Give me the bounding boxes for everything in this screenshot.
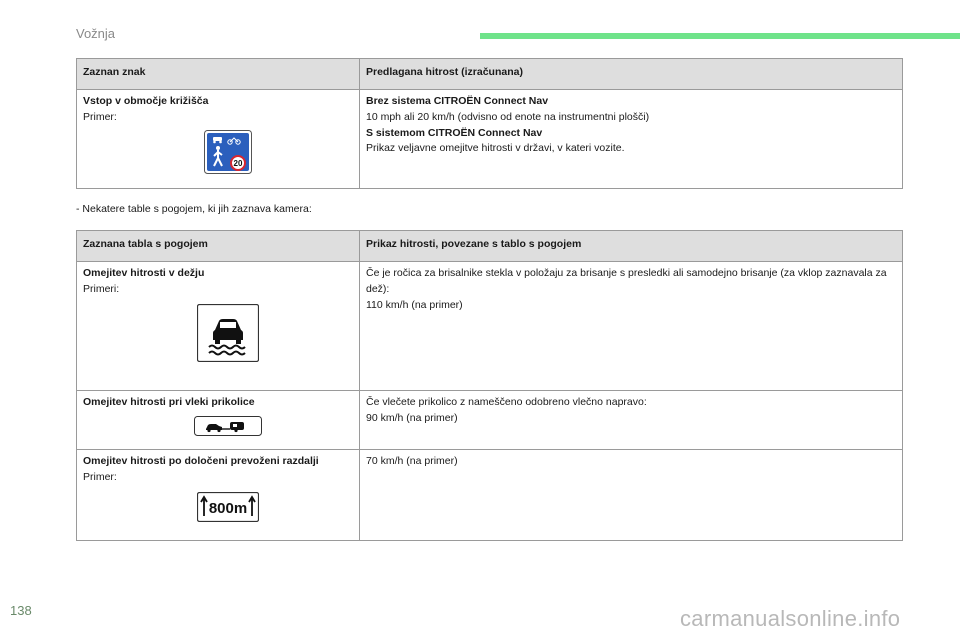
speed-cell xyxy=(360,391,903,450)
column-header: Zaznana tabla s pogojem xyxy=(77,231,360,262)
example-label: Primer: xyxy=(83,110,117,123)
sign-title: Omejitev hitrosti pri vleki prikolice xyxy=(83,396,255,408)
sign-title: Omejitev hitrosti v dežju xyxy=(83,267,205,279)
column-header: Prikaz hitrosti, povezane s tablo s pogojem xyxy=(360,231,903,262)
intersection-zone-sign xyxy=(83,130,353,174)
section-accent-bar xyxy=(480,33,960,39)
speed-limit-value: 20 xyxy=(233,158,243,168)
table-row xyxy=(77,90,903,189)
table-header-row xyxy=(77,59,903,90)
rain-road-icon xyxy=(197,304,259,362)
condition-title: S sistemom CITROËN Connect Nav xyxy=(366,126,543,139)
condition-text: Če je ročica za brisalnike stekla v položaju za brisanje s presledki ali samodejno brisanje (za vklop zaznavala za dež): xyxy=(366,267,887,295)
page-number: 138 xyxy=(10,603,32,618)
condition-text: Če vlečete prikolico z nameščeno odobreno vlečno napravo: xyxy=(366,396,647,408)
speed-value: 70 km/h (na primer) xyxy=(366,455,458,467)
condition-text: 10 mph ali 20 km/h (odvisno od enote na instrumentni plošči) xyxy=(366,110,650,123)
example-label: Primer: xyxy=(83,470,117,483)
speed-value: 90 km/h (na primer) xyxy=(366,411,458,424)
condition-sign-table xyxy=(76,230,903,541)
distance-arrows-icon xyxy=(197,492,259,522)
watermark: carmanualsonline.info xyxy=(680,606,901,631)
bullet-text: - Nekatere table s pogojem, ki jih zaznava kamera: xyxy=(76,203,312,215)
trailer-sign xyxy=(83,416,353,436)
sign-table xyxy=(76,58,903,189)
condition-text: Prikaz veljavne omejitve hitrosti v državi, v kateri vozite. xyxy=(366,142,625,155)
table-row xyxy=(77,450,903,541)
speed-value: 110 km/h (na primer) xyxy=(366,298,463,311)
section-title: Vožnja xyxy=(76,26,116,41)
table-header-row xyxy=(77,231,903,262)
sign-title: Omejitev hitrosti po določeni prevoženi razdalji xyxy=(83,455,319,467)
speed-cell xyxy=(360,262,903,391)
sign-cell xyxy=(77,450,360,541)
distance-value: 800m xyxy=(208,499,248,517)
distance-sign xyxy=(83,492,353,522)
sign-cell xyxy=(77,90,360,189)
column-header: Zaznan znak xyxy=(77,59,360,90)
condition-title: Brez sistema CITROËN Connect Nav xyxy=(366,95,549,107)
sign-cell xyxy=(77,391,360,450)
column-header: Predlagana hitrost (izračunana) xyxy=(360,59,903,90)
rain-sign xyxy=(83,304,353,362)
intersection-zone-sign-icon xyxy=(204,130,252,174)
speed-cell xyxy=(360,90,903,189)
speed-cell xyxy=(360,450,903,541)
car-trailer-icon xyxy=(194,416,262,436)
table-row xyxy=(77,262,903,391)
example-label: Primeri: xyxy=(83,282,120,295)
sign-cell xyxy=(77,262,360,391)
sign-title: Vstop v območje križišča xyxy=(83,95,209,107)
table-row xyxy=(77,391,903,450)
